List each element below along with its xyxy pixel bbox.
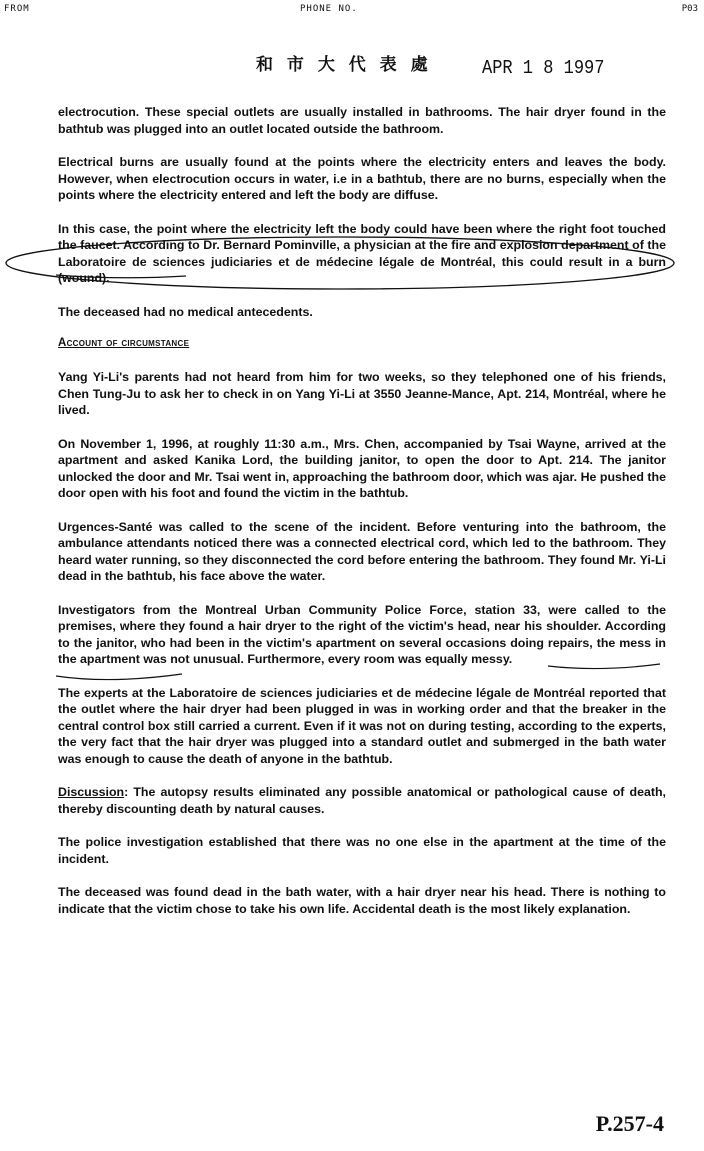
paragraph-discussion [58,784,666,817]
paragraph-parents: Yang Yi-Li's parents had not heard from him for two weeks, so they telephoned one of his friends, Chen Tung-Ju to ask her to check in on Yang Yi-Li at 3550 Jeanne-Mance, Apt. 214, Montréal, where he lived. [58,370,666,417]
fax-header [0,4,704,18]
paragraph-point-of-exit: In this case, the point where the electricity left the body could have been where the right foot touched the faucet. According to Dr. Bernard Pominville, a physician at the fire and explosion department of the Laboratoire de sciences judiciaries et de médecine légale de Montréal, this could result in a burn (wound). [58,221,666,285]
fax-header-page: P03 [681,4,698,14]
discussion-text: : The autopsy results eliminated any possible anatomical or pathological cause of death, thereby discounting death by natural causes. [58,785,666,816]
paragraph-conclusion: The deceased was found dead in the bath water, with a hair dryer near his head. There is nothing to indicate that the victim chose to take his own life. Accidental death is the most likely explanation. [58,885,666,916]
office-stamp: 和 市 大 代 表 處 [256,55,432,75]
paragraph-discovery: On November 1, 1996, at roughly 11:30 a.m., Mrs. Chen, accompanied by Tsai Wayne, arrived at the apartment and asked Kanika Lord, the building janitor, to open the door to Apt. 214. The janitor unlocked the door and Mr. Tsai went in, approaching the bathroom door, which was ajar. He pushed the door open with his foot and found the victim in the bathtub. [58,436,666,500]
paragraph-medical-antecedents: The deceased had no medical antecedents. [58,304,313,319]
paragraph-urgences-sante: Urgences-Santé was called to the scene of the incident. Before venturing into the bathroom, the ambulance attendants noticed there was a connected electrical cord, which led to the bathroom. They heard water running, so they disconnected the cord before entering the bathroom. They found Mr. Yi-Li dead in the bathtub, his face above the water. [58,519,666,583]
fax-header-phone: PHONE NO. [300,4,358,14]
received-date-stamp: APR 1 8 1997 [482,58,605,80]
document-body [58,104,666,934]
discussion-label: Discussion [58,785,125,799]
section-heading-circumstance: Account of circumstance [58,337,190,349]
paragraph-police-investigation: The police investigation established that there was no one else in the apartment at the time of the incident. [58,835,666,866]
paragraph-electrocution: electrocution. These special outlets are usually installed in bathrooms. The hair dryer found in the bathtub was plugged into an outlet located outside the bathroom. [58,105,666,136]
fax-header-from: FROM [4,4,30,14]
paragraph-investigators: Investigators from the Montreal Urban Community Police Force, station 33, were called to the premises, where they found a hair dryer to the right of the victim's head, near his shoulder. According to the janitor, who had been in the victim's apartment on several occasions doing repairs, the mess in the apartment was not unusual. Furthermore, every room was equally messy. [58,602,666,666]
page-number: P.257-4 [595,1111,664,1136]
paragraph-electrical-burns: Electrical burns are usually found at the points where the electricity enters and leaves the body. However, when electrocution occurs in water, i.e in a bathtub, there are no burns, especially when the points where the electricity entered and left the body are diffuse. [58,155,666,202]
paragraph-experts: The experts at the Laboratoire de sciences judiciaries et de médecine légale de Montréal reported that the outlet where the hair dryer had been plugged in was in working order and that the breaker in the central control box still carried a current. Even if it was not on during testing, according to the experts, the very fact that the hair dryer was plugged into a standard outlet and submerged in the bath water was enough to cause the death of anyone in the bathtub. [58,685,666,766]
